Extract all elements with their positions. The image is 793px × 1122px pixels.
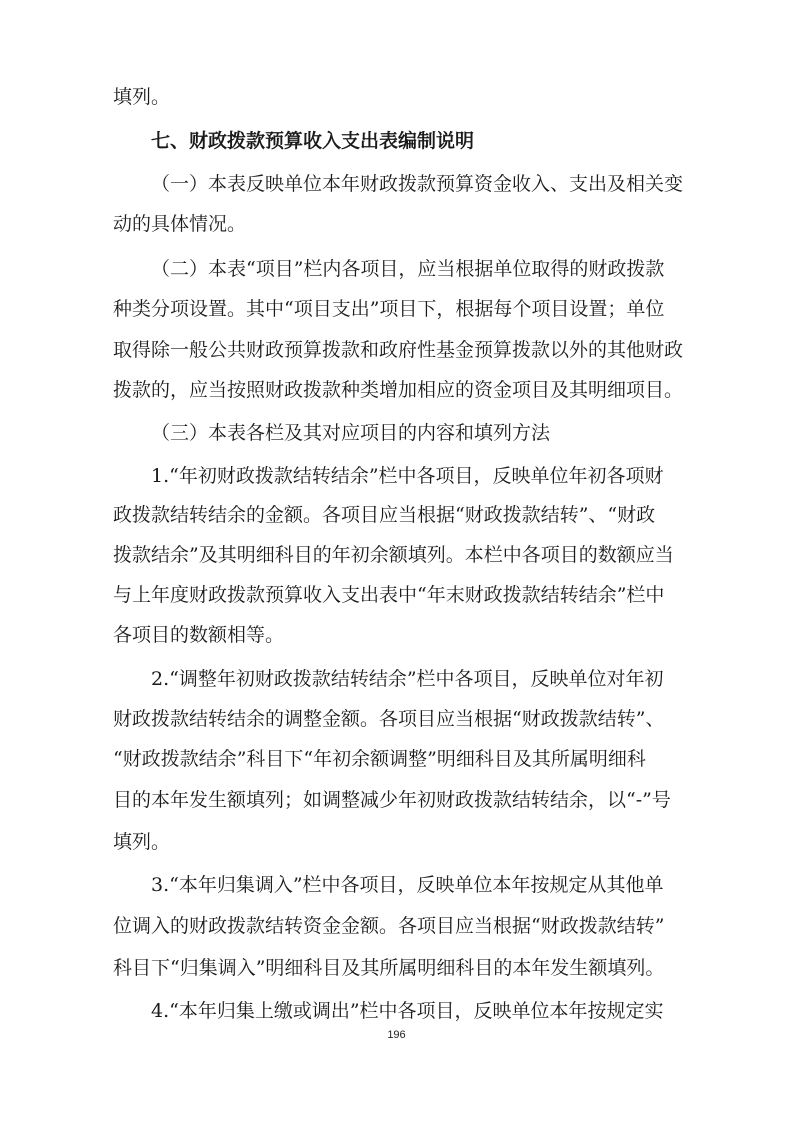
page-number: 196 bbox=[387, 1029, 406, 1041]
text-line: 4.“本年归集上缴或调出”栏中各项目，反映单位本年按规定实 bbox=[151, 1000, 664, 1022]
text-line: 种类分项设置。其中“项目支出”项目下，根据每个项目设置；单位 bbox=[113, 298, 665, 320]
text-line: 拨款结余”及其明细科目的年初余额填列。本栏中各项目的数额应当 bbox=[113, 544, 674, 566]
text-line: 1.“年初财政拨款结转结余”栏中各项目，反映单位年初各项财 bbox=[151, 465, 664, 487]
text-line: 政拨款结转结余的金额。各项目应当根据“财政拨款结转”、“财政 bbox=[113, 504, 656, 526]
text-line: “财政拨款结余”科目下“年初余额调整”明细科目及其所属明细科 bbox=[113, 748, 646, 770]
section-heading: 七、财政拨款预算收入支出表编制说明 bbox=[151, 130, 475, 152]
text-line: （二）本表“项目”栏内各项目，应当根据单位取得的财政拨款 bbox=[151, 258, 665, 280]
text-line: 财政拨款结转结余的调整金额。各项目应当根据“财政拨款结转”、 bbox=[113, 708, 665, 730]
text-line: 位调入的财政拨款结转资金金额。各项目应当根据“财政拨款结转” bbox=[113, 915, 665, 937]
text-line: 动的具体情况。 bbox=[113, 213, 247, 235]
text-line: （一）本表反映单位本年财政拨款预算资金收入、支出及相关变 bbox=[151, 173, 684, 195]
text-line: 拨款的，应当按照财政拨款种类增加相应的资金项目及其明细项目。 bbox=[113, 379, 684, 401]
text-line: 目的本年发生额填列；如调整减少年初财政拨款结转结余，以“-”号 bbox=[113, 789, 671, 811]
text-line: 与上年度财政拨款预算收入支出表中“年末财政拨款结转结余”栏中 bbox=[113, 584, 665, 606]
text-line: 3.“本年归集调入”栏中各项目，反映单位本年按规定从其他单 bbox=[151, 874, 664, 896]
text-line: （三）本表各栏及其对应项目的内容和填列方法 bbox=[151, 422, 551, 444]
text-line: 科目下“归集调入”明细科目及其所属明细科目的本年发生额填列。 bbox=[113, 957, 665, 979]
text-line: 填列。 bbox=[113, 86, 171, 108]
text-line: 2.“调整年初财政拨款结转结余”栏中各项目，反映单位对年初 bbox=[151, 668, 664, 690]
text-line: 填列。 bbox=[113, 831, 171, 853]
text-line: 各项目的数额相等。 bbox=[113, 624, 285, 646]
text-line: 取得除一般公共财政预算拨款和政府性基金预算拨款以外的其他财政 bbox=[113, 339, 684, 361]
